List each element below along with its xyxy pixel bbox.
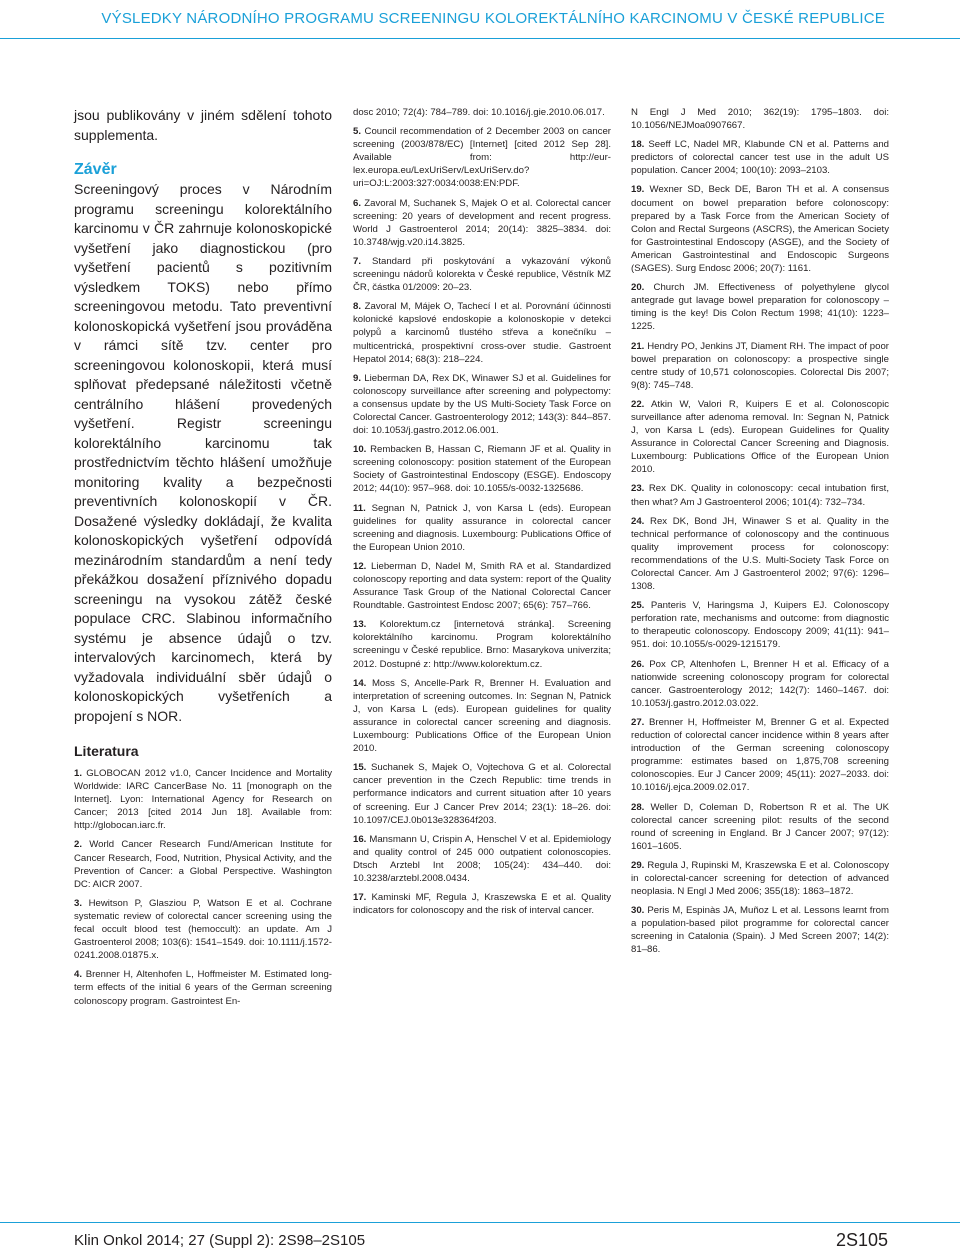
reference-number: 27. [631,716,645,728]
reference-item [631,801,889,853]
reference-number: 19. [631,184,645,196]
reference-text: Zavoral M, Suchanek S, Majek O et al. Colorectal cancer screening: 20 years of development and recent progress. World J Gastroenterol 2014; 20(14): 3825–3834. doi: 10.3748/wjg.v20.i14.3825. [353,197,611,248]
reference-number: 28. [631,801,645,813]
reference-number: 8. [353,301,362,313]
reference-item [353,125,611,190]
reference-text: Council recommendation of 2 December 2003 on cancer screening (2003/878/EC) [Internet] [cited 2012 Sep 28]. Available from: http://eur-lex.europa.eu/LexUriServ/LexUriServ.do?uri=OJ:L:2003:327:0034:0038:EN:PDF. [353,126,611,190]
conclusion-paragraph: Screeningový proces v Národním programu screeningu kolorektálního karcinomu v ČR zahrnuje kolonoskopické vyšetření jako diagnostickou (pro vyšetření pacientů s pozitivním výsledkem TOKS) nebo přímo screeningovou metodu. Tato preventivní kolonoskopická vyšetření jsou prováděna v rámci sítě tzv. center pro screeningovou kolonoskopii, která musí splňovat předepsané náležitosti včetně centrálního hlášení provedených vyšetření. Registr screeningu kolorektálního karcinomu tak prostřednictvím těchto hlášení umožňuje monitoring kvality a bezpečnosti preventivních kolonoskopií v ČR. Dosažené výsledky dokládají, že kvalita kolonoskopických vyšetření odpovídá mezinárodním standardům a není tedy překážkou dosažení příznivého dopadu screeningu na vysokou zátěž české populace CRC. Slabinou informačního systému je absence údajů o tzv. intervalových karcinomech, která by vyžadovala individuální sběr údajů o kolonoskopických vyšetřeních a propojení s NOR. [74,181,332,724]
reference-text: Segnan N, Patnick J, von Karsa L (eds). European guidelines for quality assurance in colorectal cancer screening and diagnosis. Luxembourg: Publications Office of the European Union 2010. [353,502,611,553]
reference-item [631,716,889,795]
reference-item [74,897,332,962]
page-footer [0,1222,960,1258]
reference-number: 13. [353,619,367,631]
reference-list-left [74,767,332,1008]
reference-number: 20. [631,282,645,294]
literature-heading: Literatura [74,743,139,759]
reference-list-middle [353,125,611,917]
reference-number: 11. [353,502,366,514]
reference-text: Pox CP, Altenhofen L, Brenner H et al. Efficacy of a nationwide screening colonoscopy program for colorectal cancer. Gastroenterology 2012; 142(7): 1460–1467. doi: 10.1053/j.gastro.2012.03.022. [631,658,889,709]
reference-text: Lieberman DA, Rex DK, Winawer SJ et al. Guidelines for colonoscopy surveillance after screening and polypectomy: a consensus update by the US Multi-Society Task Force on Colorectal Cancer. Gastroenterology 2012; 143(3): 844–857. doi: 10.1053/j.gastro.2012.06.001. [353,372,611,437]
reference-number: 18. [631,139,645,151]
reference-number: 5. [353,126,362,138]
reference-item [631,183,889,275]
reference-item [631,281,889,333]
reference-number: 15. [353,762,367,774]
reference-item [631,658,889,710]
journal-citation: Klin Onkol 2014; 27 (Suppl 2): 2S98–2S105 [74,1232,366,1249]
reference-item [353,502,611,554]
reference-text: Rex DK, Bond JH, Winawer S et al. Quality in the technical performance of colonoscopy and the continuous quality improvement process for colonoscopy: recommendations of the U.S. Multi-Society Task Force on Colorectal Cancer. Am J Gastroenterol 2002; 97(6): 1296–1308. [631,515,890,593]
reference-number: 12. [353,560,367,572]
reference-number: 30. [631,905,645,917]
column-middle [353,106,611,923]
reference-text: Zavoral M, Májek O, Tachecí I et al. Porovnání účinnosti kolonické kapslové endoskopie a kolonoskopie v detekci polypů a karcinomů tlustého střeva a konečníku – multicentrická, prospektivní cross-over studie. Gastroent Hepatol 2014; 68(3): 218–224. [353,301,611,365]
reference-text: Church JM. Effectiveness of polyethylene glycol antegrade gut lavage bowel preparation for colonoscopy – timing is the key! Dis Colon Rectum 1998; 41(10): 1223–1225. [631,282,889,333]
reference-text: Panteris V, Haringsma J, Kuipers EJ. Colonoscopy perforation rate, mechanisms and outcome: from diagnostic to therapeutic colonoscopy. Endoscopy 2009; 41(11): 941–951. doi: 10.1055/s-0029-1215179. [631,600,889,651]
reference-text: Rembacken B, Hassan C, Riemann JF et al. Quality in screening colonoscopy: position statement of the European Society of Gastrointestinal Endoscopy (ESGE). Endoscopy 2012; 44(10): 957–968. doi: 10.1055/s-0032-1325686. [353,444,611,495]
reference-continuation: dosc 2010; 72(4): 784–789. doi: 10.1016/j.gie.2010.06.017. [353,107,605,118]
reference-number: 3. [74,897,83,909]
reference-item [631,138,889,177]
reference-item [353,891,611,917]
reference-text: Lieberman D, Nadel M, Smith RA et al. Standardized colonoscopy reporting and data system: report of the Quality Assurance Task Group of the National Colorectal Cancer Roundtable. Gastrointest Endosc 2007; 65(6): 757–766. [353,560,611,612]
reference-text: Mansmann U, Crispin A, Henschel V et al. Epidemiology and quality control of 245 000 outpatient colonoscopies. Dtsch Arztebl Int 2008; 105(24): 434–440. doi: 10.3238/arztebl.2008.0434. [353,833,611,884]
reference-item [353,300,611,365]
reference-item [631,482,889,508]
reference-text: Brenner H, Hoffmeister M, Brenner G et al. Expected reduction of colorectal cancer incidence within 8 years after introduction of the German screening colonoscopy programme: estimates based on 1,875,708 screening colonoscopies. Eur J Cancer 2009; 45(11): 2027–2033. doi: 10.1016/j.ejca.2009.02.017. [631,716,889,794]
reference-continuation: N Engl J Med 2010; 362(19): 1795–1803. doi: 10.1056/NEJMoa0907667. [631,107,889,132]
reference-item [353,677,611,756]
reference-text: GLOBOCAN 2012 v1.0, Cancer Incidence and Mortality Worldwide: IARC CancerBase No. 11 [monograph on the Internet]. Lyon: International Agency for Research on Cancer; 2013 [cited 2014 Jun 18]. Available from: http://globocan.iarc.fr. [74,768,333,832]
reference-item [74,767,332,832]
reference-number: 1. [74,768,83,779]
reference-list-right [631,138,889,956]
reference-number: 23. [631,483,645,495]
reference-text: Moss S, Ancelle-Park R, Brenner H. Evaluation and interpretation of screening outcomes. In: Segnan N, Patnick J, von Karsa L (eds). European guidelines for quality assurance in colorectal cancer screening and diagnosis. Luxembourg: Publications Office of the European Union 2010. [353,677,611,755]
reference-text: Hewitson P, Glasziou P, Watson E et al. Cochrane systematic review of colorectal cancer screening using the fecal occult blood test (hemoccult): an update. Am J Gastroenterol 2008; 103(6): 1541–1549. doi: 10.1111/j.1572-0241.2008.01875.x. [74,897,333,962]
reference-number: 25. [631,600,645,612]
reference-number: 4. [74,969,83,981]
reference-item [353,255,611,294]
reference-item [631,515,889,594]
reference-number: 26. [631,658,645,670]
running-header [0,0,960,38]
reference-number: 2. [74,839,83,851]
reference-number: 22. [631,398,645,410]
reference-text: World Cancer Research Fund/American Institute for Cancer Research, Food, Nutrition, Physical Activity, and the Prevention of Cancer: a Global Perspective. Washington DC: AICR 2007. [74,839,332,890]
page-number: 2S105 [835,1230,888,1250]
reference-text: Kolorektum.cz [internetová stránka]. Screening kolorektálního karcinomu. Program kolorektálního screeningu v České republice. Brno: Masarykova univerzita; 2012. Dostupné z: http://www.kolorektum.cz. [353,619,611,670]
reference-text: Seeff LC, Nadel MR, Klabunde CN et al. Patterns and predictors of colorectal cancer test use in the adult US population. Cancer 2004; 100(10): 2093–2103. [631,139,889,177]
reference-number: 17. [353,892,367,904]
reference-item [353,443,611,495]
reference-text: Weller D, Coleman D, Robertson R et al. The UK colorectal cancer screening pilot: results of the second round of screening in England. Br J Cancer 2007; 97(12): 1601–1605. [631,801,889,852]
column-right [631,106,889,963]
reference-item [631,904,889,956]
reference-item [631,859,889,898]
reference-text: Kaminski MF, Regula J, Kraszewska E et al. Quality indicators for colonoscopy and the risk of interval cancer. [353,892,612,917]
reference-number: 14. [353,677,367,689]
reference-number: 29. [631,859,645,871]
reference-text: Brenner H, Altenhofen L, Hoffmeister M. Estimated long-term effects of the initial 6 years of the German screening colonoscopy program. Gastrointest En- [74,969,333,1007]
reference-number: 24. [631,515,645,527]
reference-text: Standard při poskytování a vykazování výkonů screeningu nádorů kolorekta v České republice, Věstník MZ ČR, částka 01/2009: 20–23. [353,255,611,294]
reference-item [631,340,889,392]
reference-item [353,560,611,612]
reference-text: Rex DK. Quality in colonoscopy: cecal intubation first, then what? Am J Gastroenterol 2006; 101(4): 732–734. [631,483,889,508]
reference-text: Wexner SD, Beck DE, Baron TH et al. A consensus document on bowel preparation before colonoscopy: prepared by a Task Force from the American Society of Colon and Rectal Surgeons (ASCRS), the American Society for Gastrointestinal Endoscopy (ASGE), and the Society of American Gastrointestinal and Endoscopic Surgeons (SAGES). Surg Endosc 2006; 20(7): 1161. [631,184,889,275]
reference-item [353,372,611,437]
running-header-title: VÝSLEDKY NÁRODNÍHO PROGRAMU SCREENINGU KOLOREKTÁLNÍHO KARCINOMU V ČESKÉ REPUBLICE [101,10,885,27]
reference-item [353,618,611,670]
reference-item [353,761,611,826]
reference-text: Hendry PO, Jenkins JT, Diament RH. The impact of poor bowel preparation on colonoscopy: a prospective single centre study of 10,571 colonoscopies. Colorectal Dis 2007; 9(8): 745–748. [631,340,889,391]
footer-rule [0,1222,960,1223]
reference-number: 21. [631,340,645,352]
column-left [74,106,332,1014]
intro-paragraph: jsou publikovány v jiném sdělení tohoto supplementa. [74,107,332,143]
reference-number: 6. [353,197,362,209]
reference-item [74,838,332,890]
reference-item [631,599,889,651]
reference-item [74,968,332,1007]
reference-number: 7. [353,255,362,267]
reference-number: 9. [353,372,362,384]
reference-item [353,197,611,249]
conclusion-heading: Závěr [74,161,117,178]
reference-item [631,398,889,477]
reference-text: Suchanek S, Majek O, Vojtechova G et al. Colorectal cancer prevention in the Czech Republic: time trends in performance indicators and current situation after 10 years of screening. Eur J Cancer Prev 2014; 23(1): 18–26. doi: 10.1097/CEJ.0b013e328364f203. [353,762,611,826]
reference-number: 16. [353,833,367,845]
reference-text: Regula J, Rupinski M, Kraszewska E et al. Colonoscopy in colorectal-cancer screening for detection of advanced neoplasia. N Engl J Med 2006; 355(18): 1863–1872. [631,859,889,898]
reference-text: Atkin W, Valori R, Kuipers E et al. Colonoscopic surveillance after adenoma removal. In: Segnan N, Patnick J, von Karsa L (eds). European Guidelines for Quality Assurance in Colorectal Cancer Screening and Diagnosis. Luxembourg: Publications Office of the European Union 2010. [631,398,889,476]
header-rule [0,38,960,39]
reference-number: 10. [353,444,367,456]
reference-text: Peris M, Espinàs JA, Muñoz L et al. Lessons learnt from a population-based pilot programme for colorectal cancer screening in Catalonia (Spain). J Med Screen 2007; 14(2): 81–86. [631,905,889,956]
reference-item [353,833,611,885]
